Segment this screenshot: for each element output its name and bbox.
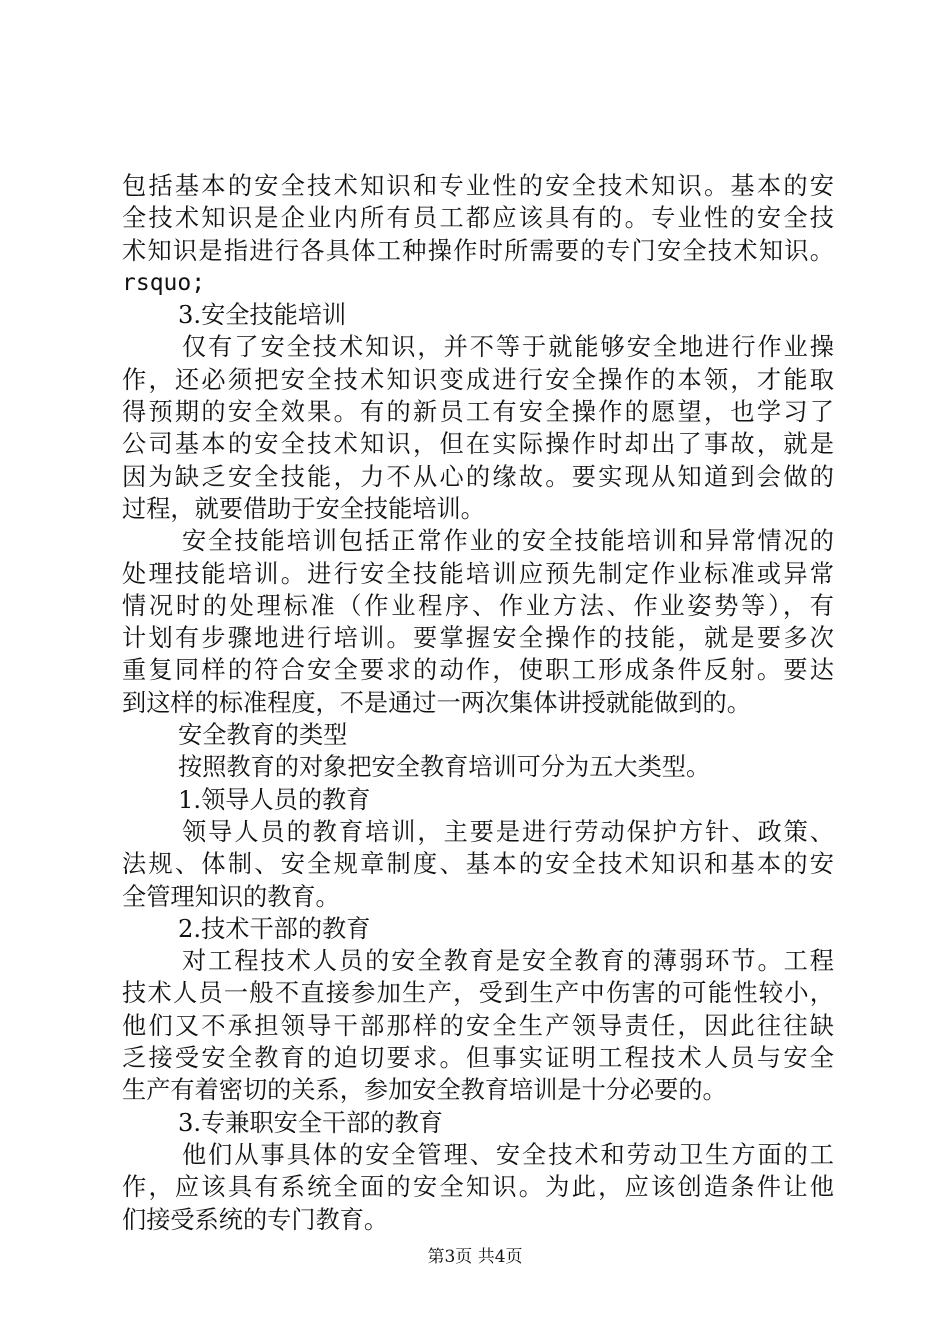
paragraph-line: 对工程技术人员的安全教育是安全教育的薄弱环节。工程 — [182, 947, 834, 976]
paragraph-line: 按照教育的对象把安全教育培训可分为五大类型。 — [178, 753, 711, 782]
paragraph-line: 术知识是指进行各具体工种操作时所需要的专门安全技术知识。 — [122, 236, 834, 265]
section-heading: 安全教育的类型 — [178, 721, 348, 750]
paragraph-line: 计划有步骤地进行培训。要掌握安全操作的技能，就是要多次 — [122, 624, 834, 653]
paragraph-line: 过程，就要借助于安全技能培训。 — [122, 494, 485, 523]
paragraph-line: 生产有着密切的关系，参加安全教育培训是十分必要的。 — [122, 1076, 727, 1105]
paragraph-line: 包括基本的安全技术知识和专业性的安全技术知识。基本的安 — [122, 172, 834, 200]
paragraph-line: 乏接受安全教育的迫切要求。但事实证明工程技术人员与安全 — [122, 1044, 834, 1073]
paragraph-line: 技术人员一般不直接参加生产，受到生产中伤害的可能性较小， — [122, 979, 834, 1008]
paragraph-line: 们接受系统的专门教育。 — [122, 1205, 389, 1234]
section-heading: 3.专兼职安全干部的教育 — [178, 1108, 443, 1137]
section-heading: 1.领导人员的教育 — [178, 785, 371, 814]
paragraph-line: 因为缺乏安全技能，力不从心的缘故。要实现从知道到会做的 — [122, 462, 834, 491]
paragraph-line: 安全技能培训包括正常作业的安全技能培训和异常情况的 — [182, 527, 834, 556]
paragraph-line: 他们从事具体的安全管理、安全技术和劳动卫生方面的工 — [182, 1140, 834, 1169]
section-heading: 2.技术干部的教育 — [178, 914, 371, 943]
paragraph-line: 全技术知识是企业内所有员工都应该具有的。专业性的安全技 — [122, 204, 834, 233]
document-body — [122, 170, 834, 1236]
paragraph-line: 领导人员的教育培训，主要是进行劳动保护方针、政策、 — [182, 817, 834, 846]
section-heading: 3.安全技能培训 — [178, 301, 347, 330]
paragraph-line: 重复同样的符合安全要求的动作，使职工形成条件反射。要达 — [122, 656, 834, 685]
paragraph-line: 作，还必须把安全技术知识变成进行安全操作的本领，才能取 — [122, 365, 834, 394]
paragraph-line: 情况时的处理标准（作业程序、作业方法、作业姿势等），有 — [122, 591, 834, 620]
paragraph-line: 公司基本的安全技术知识，但在实际操作时却出了事故，就是 — [122, 430, 834, 459]
paragraph-line: 得预期的安全效果。有的新员工有安全操作的愿望，也学习了 — [122, 398, 834, 427]
page-number-footer: 第3页 共4页 — [427, 1247, 523, 1267]
paragraph-line: 法规、体制、安全规章制度、基本的安全技术知识和基本的安 — [122, 850, 834, 879]
paragraph-line: 仅有了安全技术知识，并不等于就能够安全地进行作业操 — [182, 333, 834, 362]
paragraph-line: 处理技能培训。进行安全技能培训应预先制定作业标准或异常 — [122, 559, 834, 588]
paragraph-line: 全管理知识的教育。 — [122, 882, 340, 911]
paragraph-line: 到这样的标准程度，不是通过一两次集体讲授就能做到的。 — [122, 688, 751, 717]
paragraph-line: rsquo; — [122, 269, 206, 296]
paragraph-line: 他们又不承担领导干部那样的安全生产领导责任，因此往往缺 — [122, 1011, 834, 1040]
paragraph-line: 作，应该具有系统全面的安全知识。为此，应该创造条件让他 — [122, 1173, 834, 1202]
